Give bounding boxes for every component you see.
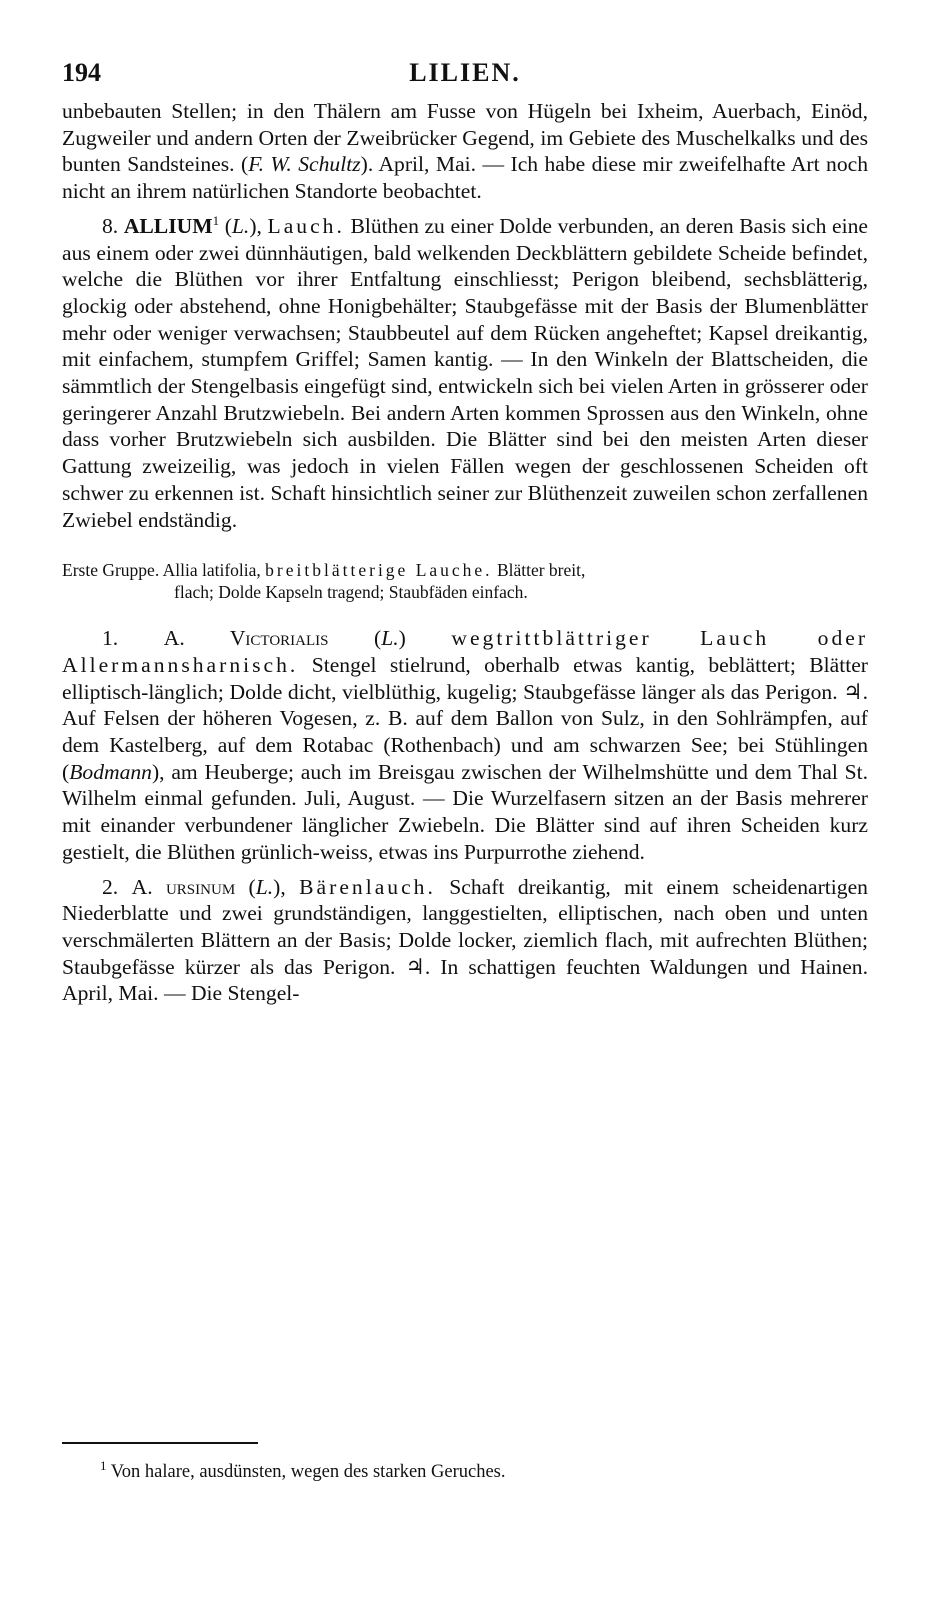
group-heading xyxy=(62,559,868,603)
species-common-name: Bärenlauch. xyxy=(299,874,436,899)
author-citation: Bodmann xyxy=(69,759,152,784)
genus-authority: L. xyxy=(231,213,250,238)
author-citation: F. W. Schultz xyxy=(248,152,361,177)
page-header xyxy=(62,58,868,98)
species-text: ), am Heuberge; auch im Breisgau zwischen der Wilhelmshütte und dem Thal St. Wilhelm einmal gefunden. Juli, August. — Die Wurzelfasern sitzen an der Basis mehrerer mit einander verbundener länglicher Zwiebeln. Die Blätter sind auf ihren Scheiden kurz gestielt, die Blüthen grünlich-weiss, etwas ins Purpurrothe ziehend. xyxy=(62,759,868,864)
genus-common-name: Lauch. xyxy=(267,213,345,238)
group-line2: flach; Dolde Kapseln tragend; Staubfäden einfach. xyxy=(174,582,528,603)
group-common-name: breitblätterige Lauche. xyxy=(265,560,493,581)
species-text: Stengel stielrund, oberhalb etwas kantig, beblättert; Blätter elliptisch-länglich; Dolde dicht, vielblüthig, kugelig; Staubgefässe länger als das Perigon. ♃. Auf Felsen der höheren Vogesen, z. B. auf dem Ballon von Sulz, in den Sohlrämpfen, auf dem Kastelberg, auf dem Rotabac (Rothenbach) und am schwarzen See; bei Stühlingen ( xyxy=(62,652,868,784)
species-victorialis: 1. A. Victorialis (L.) wegtrittblättriger Lauch oder Allermannsharnisch. Stengel stielrund, oberhalb etwas kantig, beblättert; Blätter elliptisch-länglich; Dolde dicht, vielblüthig, kugelig; Staubgefässe länger als das Perigon. ♃. Auf Felsen der höheren Vogesen, z. B. auf dem Ballon von Sulz, in den Sohlrämpfen, auf dem Kastelberg, auf dem Rotabac (Rothenbach) und am schwarzen See; bei Stühlingen (Bodmann), am Heuberge; auch im Breisgau zwischen der Wilhelmshütte und dem Thal St. Wilhelm einmal gefunden. Juli, August. — Die Wurzelfasern sitzen an der Basis mehrerer mit einander verbundener länglicher Zwiebeln. Die Blätter sind auf ihren Scheiden kurz gestielt, die Blüthen grünlich-weiss, etwas ins Purpurrothe ziehend. xyxy=(62,626,869,864)
species-authority: L. xyxy=(381,626,399,651)
footnote-text: Von halare, ausdünsten, wegen des starken Geruches. xyxy=(110,1462,506,1482)
genus-number: 8. xyxy=(102,213,119,238)
genus-name: ALLIUM xyxy=(123,213,213,238)
group-latin: Allia latifolia, xyxy=(162,560,261,581)
paragraph-text: unbebauten Stellen; in den Thälern am Fusse von Hügeln bei Ixheim, Auerbach, Einöd, Zugweiler und andern Orten der Zweibrücker Gegend, im Gebiete des Muschelkalks und des bunten Sandsteines. ( xyxy=(62,99,868,177)
continuation-paragraph xyxy=(62,98,868,205)
page xyxy=(62,58,868,1007)
species-text: Schaft dreikantig, mit einem scheidenartigen Niederblatte und zwei grundständigen, langgestielten, elliptischen, nach oben und unten verschmälerten Blättern an der Basis; Dolde locker, ziemlich flach, mit aufrechten Blüthen; Staubgefässe kürzer als das Perigon. ♃. In schattigen feuchten Waldungen und Hainen. April, Mai. — Die Stengel- xyxy=(62,874,868,1006)
page-number: 194 xyxy=(62,58,101,87)
footnote-mark: 1 xyxy=(100,1457,107,1473)
paragraph-text: ). April, Mai. — Ich habe diese mir zweifelhafte Art noch nicht an ihrem natürlichen Standorte beobachtet. xyxy=(62,152,869,204)
species-authority: L. xyxy=(255,874,274,899)
group-line1-rest: Blätter breit, xyxy=(496,560,586,581)
species-common-name: wegtrittblättriger Lauch oder Allermannsharnisch. xyxy=(62,626,869,677)
species-number: 1. xyxy=(102,626,119,651)
group-label: Erste Gruppe. xyxy=(62,560,160,581)
species-ursinum: 2. A. ursinum (L.), Bärenlauch. Schaft dreikantig, mit einem scheidenartigen Niederblatte und zwei grundständigen, langgestielten, elliptischen, nach oben und unten verschmälerten Blättern an der Basis; Dolde locker, ziemlich flach, mit aufrechten Blüthen; Staubgefässe kürzer als das Perigon. ♃. In schattigen feuchten Waldungen und Hainen. April, Mai. — Die Stengel- xyxy=(62,874,868,1006)
genus-description: 8. ALLIUM$^1$ (L.), Lauch. Blüthen zu einer Dolde verbunden, an deren Basis sich eine aus einem oder zwei dünnhäutigen, bald welkenden Deckblättern gebildete Scheide befindet, welche die Blüthen vor ihrer Entfaltung einschliesst; Perigon bleibend, sechsblätterig, glockig oder abstehend, ohne Honigbehälter; Staubgefässe mit der Basis der Blumenblätter mehr oder weniger verwachsen; Staubbeutel auf dem Rücken angeheftet; Kapsel dreikantig, mit einfachem, stumpfem Griffel; Samen kantig. — In den Winkeln der Blattscheiden, die sämmtlich der Stengelbasis eingefügt sind, entwickeln sich bei vielen Arten in grösserer oder geringerer Anzahl Brutzwiebeln. Bei andern Arten kommen Sprossen aus den Winkeln, ohne dass vorher Brutzwiebeln sich ausbilden. Die Blätter sind bei den meisten Arten dieser Gattung zweizeilig, was jedoch in vielen Fällen wegen der geschlossenen Scheiden oft schwer zu erkennen ist. Schaft hinsichtlich seiner zur Blüthenzeit zuweilen schon zerfallenen Zwiebel endständig. xyxy=(62,212,868,532)
species-number: 2. xyxy=(102,874,119,899)
running-title: LILIEN. xyxy=(409,58,521,87)
species-name: A. Victorialis xyxy=(163,626,329,651)
footnote xyxy=(100,1457,506,1484)
footnote-reference: 1 xyxy=(212,212,220,228)
footnote-divider xyxy=(62,1442,258,1444)
species-name: A. ursinum xyxy=(131,874,236,899)
genus-text: Blüthen zu einer Dolde verbunden, an deren Basis sich eine aus einem oder zwei dünnhäutigen, bald welkenden Deckblättern gebildete Scheide befindet, welche die Blüthen vor ihrer Entfaltung einschliesst; Perigon bleibend, sechsblätterig, glockig oder abstehend, ohne Honigbehälter; Staubgefässe mit der Basis der Blumenblätter mehr oder weniger verwachsen; Staubbeutel auf dem Rücken angeheftet; Kapsel dreikantig, mit einfachem, stumpfem Griffel; Samen kantig. — In den Winkeln der Blattscheiden, die sämmtlich der Stengelbasis eingefügt sind, entwickeln sich bei vielen Arten in grösserer oder geringerer Anzahl Brutzwiebeln. Bei andern Arten kommen Sprossen aus den Winkeln, ohne dass vorher Brutzwiebeln sich ausbilden. Die Blätter sind bei den meisten Arten dieser Gattung zweizeilig, was jedoch in vielen Fällen wegen der geschlossenen Scheiden oft schwer zu erkennen ist. Schaft hinsichtlich seiner zur Blüthenzeit zuweilen schon zerfallenen Zwiebel endständig. xyxy=(62,213,868,532)
